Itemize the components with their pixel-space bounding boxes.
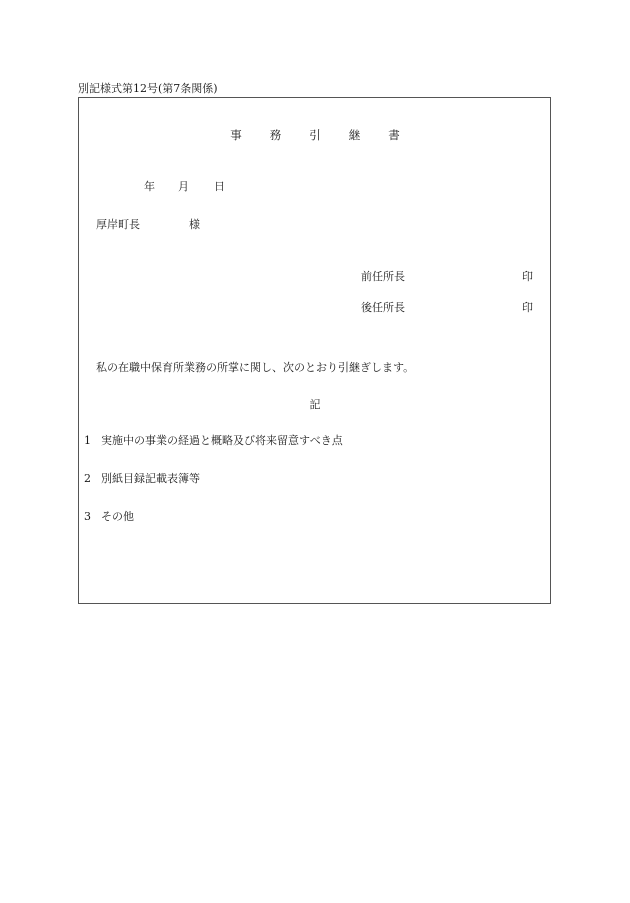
list-item-text: 別紙目録記載表簿等 xyxy=(101,472,200,485)
successor-director-label: 後任所長 xyxy=(361,301,405,314)
list-item-text: 実施中の事業の経過と概略及び将来留意すべき点 xyxy=(101,434,343,447)
title-char: 引 xyxy=(309,128,321,142)
list-item-number: 2 xyxy=(84,472,91,485)
title-char: 事 xyxy=(230,128,242,142)
title-char: 務 xyxy=(269,128,282,142)
form-number-label: 別記様式第12号(第7条関係) xyxy=(78,82,218,95)
successor-director-seal: 印 xyxy=(522,301,533,314)
addressee-name: 厚岸町長 xyxy=(96,218,140,231)
list-item xyxy=(84,511,134,522)
title-char: 書 xyxy=(388,128,400,142)
previous-director-seal: 印 xyxy=(522,270,533,283)
form-border xyxy=(78,97,551,604)
list-item-number: 3 xyxy=(84,510,91,523)
document-title xyxy=(0,130,630,142)
list-item xyxy=(84,473,200,484)
date-day-label: 日 xyxy=(214,180,225,193)
list-item-number: 1 xyxy=(84,434,91,447)
list-item-text: その他 xyxy=(101,510,134,523)
notes-heading: 記 xyxy=(309,398,321,411)
date-month-label: 月 xyxy=(178,180,189,193)
previous-director-label: 前任所長 xyxy=(361,270,405,283)
list-item xyxy=(84,435,343,446)
addressee-honorific: 様 xyxy=(189,218,200,231)
date-year-label: 年 xyxy=(144,180,155,193)
title-char: 継 xyxy=(348,128,361,142)
handover-statement: 私の在職中保育所業務の所掌に関し、次のとおり引継ぎします。 xyxy=(96,361,415,374)
